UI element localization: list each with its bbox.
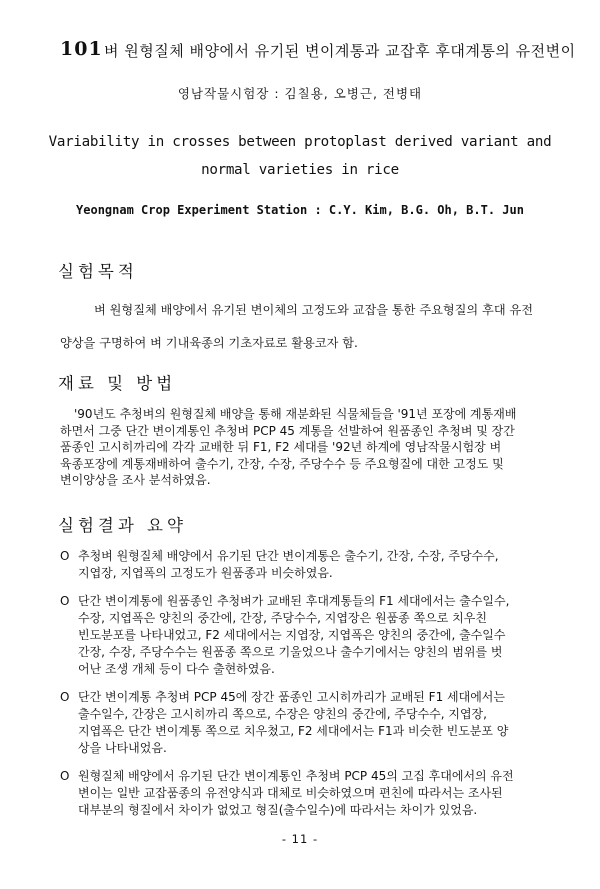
result-line: 단간 변이계통 추청벼 PCP 45에 장간 품종인 고시히까리가 교배된 F1 세대에서는	[78, 690, 505, 704]
section-heading-methods: 재료 및 방법	[58, 374, 177, 393]
bullet-marker: O	[60, 769, 70, 783]
methods-line: 하면서 그중 단간 변이계통인 추청벼 PCP 45 계통을 선발하여 원품종인 추청벼 및 장간	[60, 423, 515, 438]
methods-line: 육종포장에 계통재배하여 출수기, 간장, 수장, 주당수수 등 주요형질에 대한 고정도 및	[60, 456, 504, 471]
section-heading-purpose: 실험목적	[58, 262, 138, 281]
result-line: 추청벼 원형질체 배양에서 유기된 단간 변이계통은 출수기, 간장, 수장, 주당수수,	[78, 549, 499, 563]
result-line: 어난 조생 개체 등이 다수 출현하였음.	[78, 662, 275, 676]
result-line: 지엽폭은 단간 변이계통 쪽으로 치우쳤고, F2 세대에서는 F1과 비슷한 빈도분포 양	[78, 724, 509, 738]
methods-line: '90년도 추청벼의 원형질체 배양을 통해 재분화된 식물체들을 '91년 포장에 계통재배	[74, 407, 517, 421]
purpose-line: 양상을 구명하여 벼 기내육종의 기초자료로 활용코자 함.	[60, 336, 358, 350]
result-item	[60, 548, 560, 582]
methods-line: 품종인 고시히까리에 각각 교배한 뒤 F1, F2 세대를 '92년 하계에 영남작물시험장 벼	[60, 440, 502, 454]
result-item	[60, 768, 560, 819]
page-number: - 11 -	[281, 832, 319, 846]
bullet-marker: O	[60, 690, 70, 704]
result-item	[60, 689, 560, 757]
section-heading-results: 실험결과 요약	[58, 516, 187, 535]
result-line: 간장, 수장, 주당수수는 원품종 쪽으로 기울었으나 출수기에서는 양친의 범위를 벗	[78, 645, 503, 659]
result-line: 빈도분포를 나타내었고, F2 세대에서는 지엽장, 지엽폭은 양친의 중간에, 출수일수	[78, 628, 506, 642]
authors-english: Yeongnam Crop Experiment Station : C.Y. Kim, B.G. Oh, B.T. Jun	[76, 203, 524, 217]
header-title: 벼 원형질체 배양에서 유기된 변이계통과 교잡후 후대계통의 유전변이	[104, 42, 576, 60]
purpose-line: 벼 원형질체 배양에서 유기된 변이체의 고정도와 교잡을 통한 주요형질의 후대 유전	[94, 303, 534, 317]
purpose-paragraph	[60, 294, 550, 360]
results-list	[60, 548, 560, 830]
result-line: 지엽장, 지엽폭의 고정도가 원품종과 비슷하였음.	[78, 566, 333, 580]
english-title-line-2: normal varieties in rice	[201, 162, 399, 178]
header-number: 101	[60, 38, 103, 60]
result-line: 대부분의 형질에서 차이가 없었고 형질(출수일수)에 따라서는 차이가 있었음.	[78, 803, 478, 817]
bullet-marker: O	[60, 549, 70, 563]
english-title-line-1: Variability in crosses between protoplast derived variant and	[48, 134, 552, 150]
result-line: 단간 변이계통에 원품종인 추청벼가 교배된 후대계통들의 F1 세대에서는 출수일수,	[78, 594, 510, 608]
bullet-marker: O	[60, 594, 70, 608]
result-item	[60, 593, 560, 678]
methods-line: 변이양상을 조사 분석하였음.	[60, 473, 211, 487]
authors-korean: 영남작물시험장 : 김칠용, 오병근, 전병태	[177, 86, 423, 101]
result-line: 수장, 지엽폭은 양친의 중간에, 간장, 주당수수, 지엽장은 원품종 쪽으로 치우친	[78, 611, 487, 625]
methods-paragraph	[60, 406, 550, 489]
result-line: 출수일수, 간장은 고시히까리 쪽으로, 수장은 양친의 중간에, 주당수수, 지엽장,	[78, 707, 487, 721]
english-title	[0, 128, 600, 184]
result-line: 변이는 일반 교잡품종의 유전양식과 대체로 비슷하였으며 편친에 따라서는 조사된	[78, 786, 503, 800]
result-line: 원형질체 배양에서 유기된 단간 변이계통인 추청벼 PCP 45의 고집 후대에서의 유전	[78, 769, 514, 783]
result-line: 상을 나타내었음.	[78, 741, 167, 755]
